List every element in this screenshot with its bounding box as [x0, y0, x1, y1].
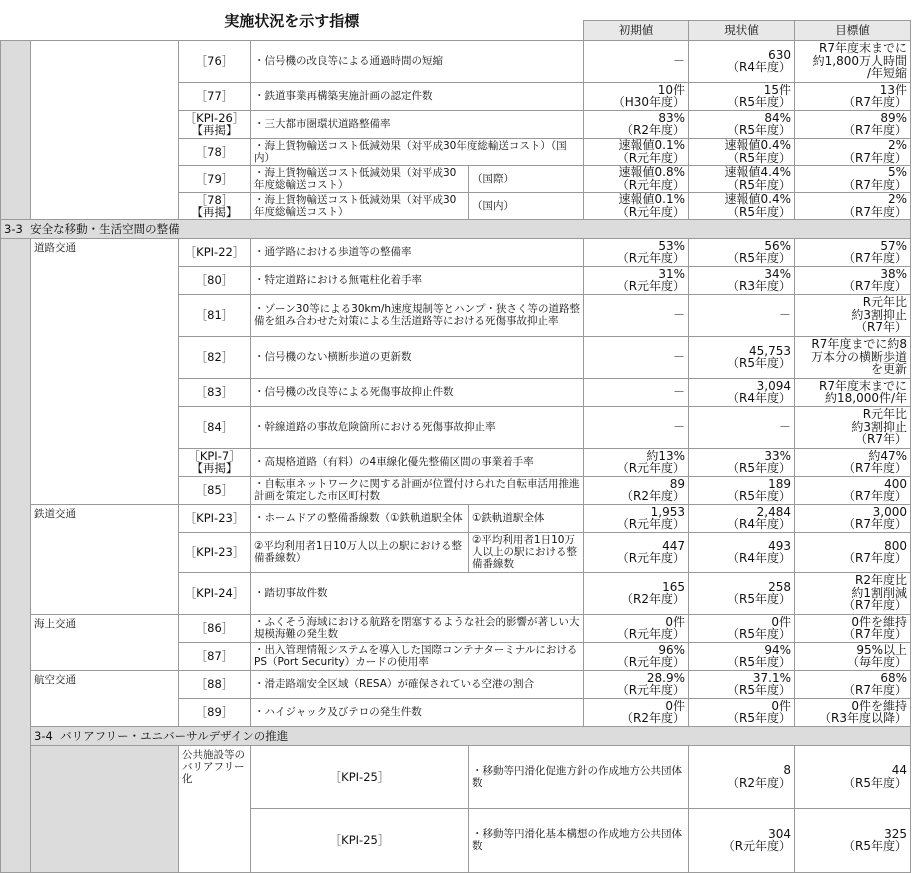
target-value: R7年度までに約8 万本分の横断歩道 を更新 — [795, 336, 911, 378]
indicator-text: ・ハイジャック及びテロの発生件数 — [251, 698, 584, 726]
section-header — [1, 219, 911, 238]
initial-value: 0件 （R2年度） — [584, 698, 689, 726]
col-target-header: 目標値 — [795, 20, 911, 40]
current-value: 34% （R3年度） — [689, 266, 795, 294]
current-value: 258 （R5年度） — [689, 572, 795, 614]
current-value: 37.1% （R5年度） — [689, 670, 795, 698]
initial-value: － — [584, 40, 689, 82]
current-value: 56% （R5年度） — [689, 238, 795, 266]
target-value: R7年度末までに 約18,000件/年 — [795, 378, 911, 406]
indicator-scope: ②平均利用者1日10万人以上の駅における整備番線数 — [469, 532, 584, 572]
current-value: 325 （R5年度） — [795, 809, 911, 873]
indicator-text: ・特定道路における無電柱化着手率 — [251, 266, 584, 294]
table-row — [1, 504, 911, 532]
kpi-id: ［79］ — [179, 165, 251, 192]
current-value: － — [689, 406, 795, 448]
initial-value: 速報値0.1% （R元年度） — [584, 138, 689, 165]
target-value: 3,000 （R7年度） — [795, 504, 911, 532]
kpi-id: ［KPI-7］ 【再掲】 — [179, 448, 251, 476]
kpi-id: ［KPI-24］ — [179, 572, 251, 614]
kpi-id: ［78］ 【再掲】 — [179, 192, 251, 219]
current-value: 2,484 （R4年度） — [689, 504, 795, 532]
col-initial-header: 初期値 — [584, 20, 689, 40]
col-current-header: 現状値 — [689, 20, 795, 40]
target-value: 95%以上 （毎年度） — [795, 642, 911, 670]
indicator-text: ・移動等円滑化促進方針の作成地方公共団体数 — [469, 745, 689, 809]
target-value: 0件を維持 （R3年度以降） — [795, 698, 911, 726]
indicator-text: ・出入管理情報システムを導入した国際コンテナターミナルにおけるPS（Port Security）カードの使用率 — [251, 642, 584, 670]
indicator-text: ・通学路における歩道等の整備率 — [251, 238, 584, 266]
target-value: 13件 （R7年度） — [795, 82, 911, 110]
section-number: 3-3 — [4, 221, 23, 236]
initial-value: 96% （R元年度） — [584, 642, 689, 670]
current-value: 45,753 （R5年度） — [689, 336, 795, 378]
initial-value: 約13% （R元年度） — [584, 448, 689, 476]
kpi-id: ［KPI-23］ — [179, 532, 251, 572]
indicator-scope: ①鉄軌道駅全体 — [469, 504, 584, 532]
target-value: 38% （R7年度） — [795, 266, 911, 294]
kpi-id: ［KPI-25］ — [251, 745, 469, 809]
initial-value: 0件 （R元年度） — [584, 614, 689, 642]
initial-value: 1,953 （R元年度） — [584, 504, 689, 532]
current-value: 速報値0.4% （R5年度） — [689, 192, 795, 219]
target-value: R7年度末までに 約1,800万人時間 /年短縮 — [795, 40, 911, 82]
indicator-text: ・海上貨物輸送コスト低減効果（対平成30年度総輸送コスト）（国内） — [251, 138, 584, 165]
current-value: 493 （R4年度） — [689, 532, 795, 572]
kpi-id: ［89］ — [179, 698, 251, 726]
indicator-scope: （国際） — [469, 165, 584, 192]
kpi-id: ［85］ — [179, 476, 251, 504]
target-value: 5% （R7年度） — [795, 165, 911, 192]
table-row — [1, 614, 911, 642]
target-value: 2% （R7年度） — [795, 192, 911, 219]
kpi-id: ［84］ — [179, 406, 251, 448]
initial-value: － — [584, 406, 689, 448]
kpi-id: ［82］ — [179, 336, 251, 378]
target-value: 57% （R7年度） — [795, 238, 911, 266]
indicator-text: ・ふくそう海域における航路を閉塞するような社会的影響が著しい大規模海難の発生数 — [251, 614, 584, 642]
current-value: 44 （R5年度） — [795, 745, 911, 809]
current-value: 189 （R5年度） — [689, 476, 795, 504]
indicator-text: ・移動等円滑化基本構想の作成地方公共団体数 — [469, 809, 689, 873]
kpi-id: ［87］ — [179, 642, 251, 670]
initial-value: 10件 （H30年度） — [584, 82, 689, 110]
indicator-scope: （国内） — [469, 192, 584, 219]
target-value: R元年比 約3割抑止 （R7年） — [795, 294, 911, 336]
indicator-text: ②平均利用者1日10万人以上の駅における整備番線数） — [251, 532, 469, 572]
indicator-text: ・鉄道事業再構築実施計画の認定件数 — [251, 82, 584, 110]
target-value: R元年比 約3割抑止 （R7年） — [795, 406, 911, 448]
indicator-text: ・三大都市圏環状道路整備率 — [251, 110, 584, 138]
page-title: 実施状況を示す指標 — [1, 0, 584, 40]
current-value: 94% （R5年度） — [689, 642, 795, 670]
target-value: 約47% （R7年度） — [795, 448, 911, 476]
indicator-text: ・高規格道路（有料）の4車線化優先整備区間の事業着手率 — [251, 448, 584, 476]
indicator-text: ・滑走路端安全区域（RESA）が確保されている空港の割合 — [251, 670, 584, 698]
current-value: 速報値0.4% （R5年度） — [689, 138, 795, 165]
kpi-id: ［77］ — [179, 82, 251, 110]
initial-value: 83% （R2年度） — [584, 110, 689, 138]
kpi-id: ［81］ — [179, 294, 251, 336]
indicator-text: ・踏切事故件数 — [251, 572, 584, 614]
current-value: 3,094 （R4年度） — [689, 378, 795, 406]
kpi-id: ［KPI-25］ — [251, 809, 469, 873]
current-value: 15件 （R5年度） — [689, 82, 795, 110]
initial-value: 速報値0.1% （R元年度） — [584, 192, 689, 219]
kpi-id: ［86］ — [179, 614, 251, 642]
indicator-text: ・ホームドアの整備番線数（①鉄軌道駅全体 — [251, 504, 469, 532]
current-value: 84% （R5年度） — [689, 110, 795, 138]
initial-value: 速報値0.8% （R元年度） — [584, 165, 689, 192]
target-value: 68% （R7年度） — [795, 670, 911, 698]
section-title: 安全な移動・生活空間の整備 — [30, 221, 180, 236]
kpi-id: ［KPI-22］ — [179, 238, 251, 266]
section-header — [1, 726, 911, 745]
initial-value: － — [584, 294, 689, 336]
target-value: R2年度比 約1割削減 （R7年度） — [795, 572, 911, 614]
kpi-id: ［76］ — [179, 40, 251, 82]
subcategory-air: 航空交通 — [31, 670, 179, 726]
subcategory-barrierfree: 公共施設等のバリアフリー化 — [179, 745, 251, 872]
subcategory-sea: 海上交通 — [31, 614, 179, 670]
indicator-text: ・信号機のない横断歩道の更新数 — [251, 336, 584, 378]
current-value: 速報値4.4% （R5年度） — [689, 165, 795, 192]
initial-value: 31% （R元年度） — [584, 266, 689, 294]
kpi-id: ［KPI-23］ — [179, 504, 251, 532]
current-value: 630 （R4年度） — [689, 40, 795, 82]
kpi-id: ［83］ — [179, 378, 251, 406]
current-value: 0件 （R5年度） — [689, 614, 795, 642]
indicator-text: ・幹線道路の事故危険箇所における死傷事故抑止率 — [251, 406, 584, 448]
initial-value: 304 （R元年度） — [689, 809, 795, 873]
kpi-id: ［KPI-26］ 【再掲】 — [179, 110, 251, 138]
kpi-id: ［80］ — [179, 266, 251, 294]
initial-value: 447 （R元年度） — [584, 532, 689, 572]
initial-value: 89 （R2年度） — [584, 476, 689, 504]
subcategory-road: 道路交通 — [31, 238, 179, 504]
initial-value: 8 （R2年度） — [689, 745, 795, 809]
target-value: 89% （R7年度） — [795, 110, 911, 138]
initial-value: 53% （R元年度） — [584, 238, 689, 266]
kpi-id: ［78］ — [179, 138, 251, 165]
target-value: 0件を維持 （R7年度） — [795, 614, 911, 642]
indicator-text: ・海上貨物輸送コスト低減効果（対平成30年度総輸送コスト） — [251, 192, 469, 219]
section-number: 3-4 — [34, 728, 53, 743]
current-value: 0件 （R5年度） — [689, 698, 795, 726]
table-row — [1, 40, 911, 82]
section-title: バリアフリー・ユニバーサルデザインの推進 — [60, 728, 289, 743]
table-row — [1, 745, 911, 809]
indicator-text: ・自転車ネットワークに関する計画が位置付けられた自転車活用推進計画を策定した市区町村数 — [251, 476, 584, 504]
table-row — [1, 670, 911, 698]
subcategory-rail: 鉄道交通 — [31, 504, 179, 614]
initial-value: 165 （R2年度） — [584, 572, 689, 614]
target-value: 2% （R7年度） — [795, 138, 911, 165]
target-value: 400 （R7年度） — [795, 476, 911, 504]
indicator-text: ・ゾーン30等による30km/h速度規制等とハンプ・狭さく等の道路整備を組み合わせた対策による生活道路等における死傷事故抑止率 — [251, 294, 584, 336]
target-value: 800 （R7年度） — [795, 532, 911, 572]
initial-value: － — [584, 378, 689, 406]
indicator-text: ・信号機の改良等による死傷事故抑止件数 — [251, 378, 584, 406]
kpi-id: ［88］ — [179, 670, 251, 698]
table-row — [1, 238, 911, 266]
indicator-text: ・海上貨物輸送コスト低減効果（対平成30年度総輸送コスト） — [251, 165, 469, 192]
initial-value: 28.9% （R元年度） — [584, 670, 689, 698]
current-value: 33% （R5年度） — [689, 448, 795, 476]
initial-value: － — [584, 336, 689, 378]
indicator-text: ・信号機の改良等による通過時間の短縮 — [251, 40, 584, 82]
current-value: － — [689, 294, 795, 336]
